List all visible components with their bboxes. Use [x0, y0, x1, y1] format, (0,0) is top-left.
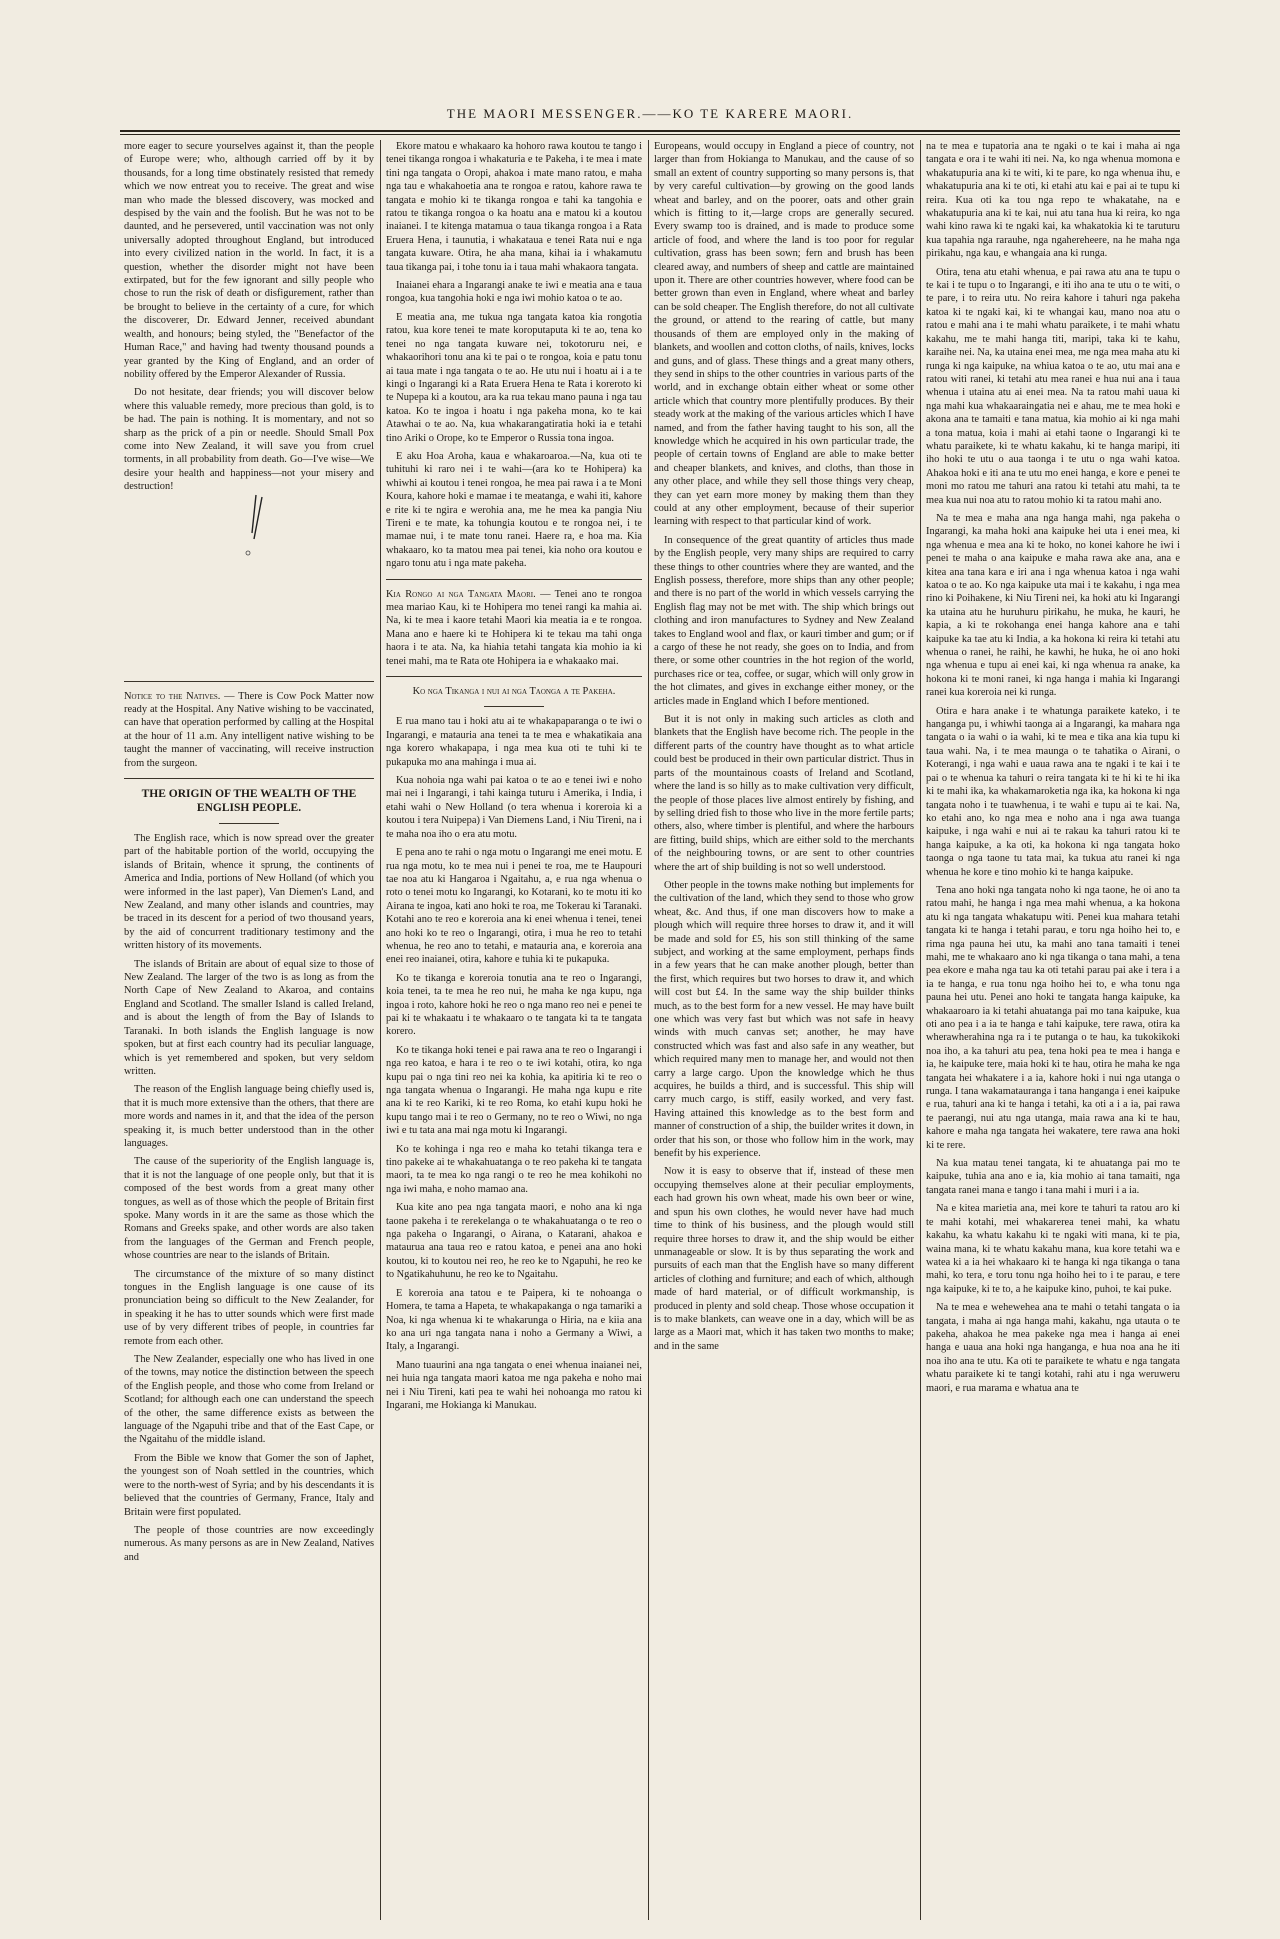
handwritten-mark [234, 493, 274, 557]
col1-paragraph-2: Do not hesitate, dear friends; you will discover below where this valuable remedy, more precious than gold, is to be had. The pain is nothing. It is momentary, and not so sharp as the prick of a pin or needle. Should Small Pox come into New Zealand, it will save you from cruel torments, in all probability from death. Go—I've wise—We desire your health and happiness—not your misery and destruction! [124, 387, 374, 493]
col1-paragraph-4: The islands of Britain are about of equal size to those of New Zealand. The larger of the two is as long as from the North Cape of New Zealand to Akaroa, and contains England and Scotland. The smaller Island is called Ireland, and is about the length of from the Bay of Islands to Taranaki. In both islands the English language is now spoken, but at first each country had its peculiar language, which is yet remembered and spoken, but very seldom written. [124, 958, 374, 1077]
col1-paragraph-10: The people of those countries are now exceedingly numerous. As many persons as are in New Zealand, Natives and [124, 1524, 374, 1563]
col4-paragraph-2: Otira, tena atu etahi whenua, e pai rawa atu ana te tupu o te kai i te tupu o to Ingarangi, e iti iho ana te utu o te witi, o te pare, i to reira utu. No reira kahore i tahuri nga pakeha katoa ki te ngaki kai, ki te whangai kau, mano noa atu o ratou e mahi ana i te mahi whatu paraikete, i te mahi whatu kakahu, me te mahi hanga titi, maripi, taka ki te kahu, karaihe nei. Na, ka utaina enei mea, me nga mea maha atu ki runga ki nga kaipuke, na whiua katoa o te ao, utu mai ana e ratou witi ranei, ki tetahi atu mea ranei e hua nui ana i taua whenua i utaina atu ai enei mea. Na ta ratou mahi uaua ki nga mahi kua whakaaraingatia nei e ahau, me te mea hoki e akona ana te tamaiti e tana matua, kia mohio ai ki nga mahi a tona matua, koia i mahi ai etahi taone o Ingarangi ki te whatu paraikete, ki te whatu kakahu, ki te hanga maripi, iti iho hoki te utu o aua taonga i te utu o nga wahi katoa. Ahakoa hoki e iti ana te utu mo enei hanga, e kore e penei te moni mo ratou me tahuri ana ratou ki tetahi atu mahi, ta te mea kua nui noa atu to ratou mohio ki ta ratou mahi ano. [926, 266, 1180, 506]
col4-paragraph-6: Na kua matau tenei tangata, ki te ahuatanga pai mo te kaipuke, tuhia ana ano e ia, kia mohio ai tana tamaiti, nga tangata ranei mana e tango i tana mahi i muri i a ia. [926, 1158, 1180, 1196]
column-rule-1 [380, 140, 381, 1920]
column-4 [926, 140, 1180, 1920]
col3-paragraph-2: In consequence of the great quantity of articles thus made by the English people, very many ships are required to carry these things to other countries where they are wanted, and the English possess, therefore, more ships than any other people; and there is no part of the world in which vessels carrying the English flag may not be met with. The ship which brings out clothing and iron manufactures to Sydney and New Zealand takes to England wool and flax, or kauri timber and gum; or if a cargo of these he not ready, she goes on to India, and from there, or some other countries in the hot region of the world, purchases rice or tea, coffee, or sugar, which will only grow in the hot climates, and gives in exchange either money, or the articles made in England which I before mentioned. [654, 534, 914, 707]
col2-paragraph-11: Kua kite ano pea nga tangata maori, e noho ana ki nga taone pakeha i te rerekelanga o te whakahuatanga o te reo o nga pakeha o Ingarangi, o Airana, o Katarani, ahakoa e mataurua ana taua reo e ratou katoa, e penei ana ano hoki koutou, ki to koutou nei reo, he reo ke to Ngapuhi, he reo ke to Ngatikahuhunu, he reo ke to Ngaitahu. [386, 1202, 642, 1281]
col2-paragraph-3: E meatia ana, me tukua nga tangata katoa kia rongotia ratou, kua kore tenei te mate koroputaputa ki te ao, tena ko tenei no nga tangata kuware nei, tokotoruru nei, e whakaorihori tonu ana ki te pai o te rongoa, koia e patu tonu ai taua mate i nga tangata o te ao. He utu nui i hoatu ai i a te kingi o Ingarangi ki a Rata Eruera Hena te Rata i koreroto ki te Nupepa ki a koutou, ara ka rua tekau mano pauna i nga tau katoa. Ko te ingoa i hoatu i nga pakeha mona, ko te kai Atawhai o te ao. Na, kua whakarangatiratia hoki ia e tetahi tino Ariki o Orope, ko te Emperor o Russia tona ingoa. [386, 311, 642, 444]
rule [386, 676, 642, 677]
rule [124, 778, 374, 779]
notice-text: There is Cow Pock Matter now ready at the Hospital. Any Native wishing to be vaccinated, can have that operation performed by calling at the Hospital at the hour of 11 a.m. Any intelligent native wishing to be taught the manner of vaccinating, will receive instruction from the surgeon. [124, 690, 374, 769]
notice-text-maori: Tenei ano te rongoa mea mariao Kau, ki te Hohipera mo tenei rangi ka mahia ai. Na, ki te mea i kaore tetahi Maori kia meatia ia e te rongoa. Mana ano e haere ki te Hohipera ki te tekau ma tahi onga haora i te ata. Na, ka hiahia tetahi tangata kia mohio ia ki tenei mahi, ma te Rata ote Hohipera ia e whakaako mai. [386, 588, 642, 667]
col1-paragraph-3: The English race, which is now spread over the greater part of the habitable portion of the world, occupying the islands of Britain, whence it sprung, the continents of America and India, portions of New Holland (of which you were informed in the last paper), Van Diemen's Land, and New Zealand, and many other islands and countries, may be traced in its descent for a period of two thousand years, by the aid of concurrent traditionary testimony and the written history of its movements. [124, 833, 374, 952]
notice-label-maori: Kia Rongo ai nga Tangata Maori. [386, 588, 536, 600]
masthead-rule [120, 134, 1180, 135]
column-3 [654, 140, 914, 1920]
col3-paragraph-3: But it is not only in making such articles as cloth and blankets that the English have become rich. The people in the different parts of the country have thought as to what article could best be produced in their own particular district. Thus in parts of the mountainous coasts of Ireland and Scotland, where the land is so hilly as to make cultivation very difficult, the people of those places live almost entirely by fishing, and by selling dried fish to those who live in the more fertile parts; others, also, where timber is plentiful, and where the harbours are fitting, build ships, which are either sold to the merchants of the neighbouring towns, or are sent to other countries where the art of ship building is not so well understood. [654, 714, 914, 873]
rule [124, 681, 374, 682]
col3-paragraph-4: Other people in the towns make nothing but implements for the cultivation of the land, which they send to those who grow wheat, &c. And thus, if one man discovers how to make a plough which will require three horses to draw it, and it will be made and sold for £5, his son still thinking of the same subject, and working at the same employment, perhaps finds in a few years that he can make another plough, better than the first, which requires but two horses to draw it, and which will cost but £4. In the same way the ship builder thinks much, as to the best form for a new vessel. He may have built one which was very fast but which was not safe in heavy winds with much canvas set; another, he may have constructed which was fast and also safe in any weather, but which required many men to manage her, and would not then carry a large cargo. Upon the knowledge which he thus acquires, he builds a third, and is successful. This ship will carry much cargo, is stiff, easily worked, and very fast. Having attained this knowledge as to the best form and manner of construction of a ship, the builder writes it down, in order that his son, or those who follow him in the work, may benefit by his experience. [654, 879, 914, 1160]
column-2: Ekore matou e whakaaro ka hohoro rawa koutou te tango i tenei tikanga rongoa i whakaturia e te Pakeha, i te mea i mate tini nga tangata o Oropi, ahakoa i mate mano ratou, e maha nga tau e whakahoetia ana te rongoa e ratou, kahore rawa te tangata e mohio ki te tikanga rongoa e tahi ka tangohia e ratou te tikanga rongoa o ka hoatu ana e matou ki a koutou inaianei. I te kitenga matamua o taua tikanga rongoa i a Rata Eruera Hena, i taunutia, i whakataua e tenei Rata nui e nga tangata kuware. Otira, he aha mana, kihai ia i whakamutu taua tikanga pai, i tohe tonu ia i taua mahi whakaora tangata. Inaianei ehara a Ingarangi anake te iwi e meatia ana e taua rongoa, kua tangohia hoki e nga iwi mohio katoa o te ao. E meatia ana, me tukua nga tangata katoa kia rongotia ratou, kua kore tenei te mate koroputaputa ki te ao, tena ko tenei no nga tangata kuware nei, tokotoruru nei, e whakaorihori tonu ana ki te pai o te rongoa, koia e patu tonu ai taua mate i nga tangata o te ao. He utu nui i hoatu ai i a te kingi o Ingarangi ki a Rata Eruera Hena te Rata i koreroto ki te Nupepa ki a koutou, ara ka rua tekau mano pauna i nga tau katoa. Ko te ingoa i hoatu i nga pakeha mona, ko te kai Atawhai o te ao. Na, kua whakarangatiratia hoki ia e tetahi tino Ariki o Orope, ko te Emperor o Russia tona ingoa. E aku Hoa Aroha, kaua e whakaroaroa.—Na, kua oti te tuhituhi ki raro nei i te wahi—(ara ko te Hohipera) ka whiwhi ai koutou i tenei rongoa, he mea pai rawa i a te Moni Koura, kahore hoki e mamae i te meatanga, e wahi iti, kahore e rite ki te ngira e werohia ana, me he mea ka pangia Niu Tireni e te mate, ka tohungia koutou e te rongoa nei, i te mamae nui, i te mate tonu ranei. Haere ra, e hoa ma. Kia whakaaro, ko ta matou mea pai tenei, kia noho ora koutou e ngaro tonu atu i nga mate pakeha. Kia Rongo ai nga Tangata Maori. — Tenei ano te rongoa mea mariao Kau, ki te Hohipera mo tenei rangi ka mahia ai. Na, ki te mea i kaore tetahi Maori kia meatia ia e te rongoa. Mana ano e haere ki te Hohipera ki te tekau ma tahi onga haora i te ata. Na, ka hiahia tetahi tangata kia mohio ia ki tenei mahi, ma te Rata ote Hohipera ia e whakaako mai. Ko nga Tikanga i nui ai nga Taonga a te Pakeha. E rua mano tau i hoki atu ai te whakapaparanga o te iwi o Ingarangi, e matauria ana tenei ta te mea e whakatikaia ana nga korero whakapapa, i nga mea kua oti te tuhi ki te pukapuka mo ana mahinga i mua ai. Kua nohoia nga wahi pai katoa o te ao e tenei iwi e noho mai nei i Ingarangi, i tahi kainga tuturu i Amerika, i India, i etahi wahi o New Holland (o tera whenua i koreroia ki a koutou i tera Nuipepa) i Van Diemens Land, i Niu Tireni, na i te maha noa iho o era atu motu. E pena ano te rahi o nga motu o Ingarangi me enei motu. E rua nga motu, ko te mea nui i penei te roa, me te Haupouri tae noa atu ki Hangaroa i Ngaitahu, a, e rua nga whenua o roto o tenei motu ko Ingarangi, ko Kotarani, ko te motu iti ko Airana te ingoa, kati ano hoki te roa, me Tokerau ki Taranaki. Kotahi ano te reo e koreroia ana ki enei whenua i tenei, tenei ano hoki ko te reo o Ingarangi, otira, i mua he reo to tetahi whenua, he reo ano to tetahi, e matauria ana, e koreroia ana enei reo inaianei, otira, kahore e tuhia ki te pukapuka. Ko te tikanga e koreroia tonutia ana te reo o Ingarangi, koia tenei, ta te mea he reo nui, he maha ke nga kupu, nga ingoa i roto, kahore hoki he reo o nga mano reo nei e penei te pai ki te whakaatu i te whakaaro o te tangata ki ta te tangata korero. Ko te tikanga hoki tenei e pai rawa ana te reo o Ingarangi i nga reo katoa, e hara i te reo o te iwi kotahi, otira, ko nga kupu pai o nga tini reo nei ka kohia, ka apitiria ki te reo o nga tangata whenua o Ingarangi. He maha nga kupu e rite ana ki te reo Kariki, ki te reo Roma, ko etahi kupu hoki he kupu tango mai i te reo o Germany, no te reo o Wiwi, no nga iwi e tu tata ana mai nga motu ki Ingarangi. Ko te kohinga i nga reo e maha ko tetahi tikanga tera e tino pakeke ai te whakahuatanga o te reo pakeha ki te tangata maori, ta te mea ko nga rangi o te reo he mea kohikohi no nga iwi maha, e noho mamao ana. Kua kite ano pea nga tangata maori, e noho ana ki nga taone pakeha i te rerekelanga o te whakahuatanga o te reo o nga pakeha o Ingarangi, o Airana, o Katarani, ahakoa e mataurua ana taua reo e ratou katoa, e penei ana ano hoki koutou, ki to koutou nei reo, he reo ke to Ngapuhi, he reo ke to Ngatikahuhunu, he reo ke to Ngaitahu. E koreroia ana tatou e te Paipera, ki te nohoanga o Homera, te tama a Hapeta, te whakapakanga o nga tamariki a Noa, ki nga whenua ki te whakarunga o Hiria, na e kiia ana ko ana uri nga tangata nana i noho a Germany a Wiwi, a Italy, a Ingarangi. Mano tuaurini ana nga tangata o enei whenua inaianei nei, nei huia nga tangata maori katoa me nga pakeha e noho mai nei i Niu Tireni, kati pea te wahi hei nohoanga mo ratou ki Ingarani, me Hokianga ki Manukau. [386, 141, 642, 1411]
col2-paragraph-7: E pena ano te rahi o nga motu o Ingarangi me enei motu. E rua nga motu, ko te mea nui i penei te roa, me te Haupouri tae noa atu ki Hangaroa i Ngaitahu, a, e rua nga whenua o roto o tenei motu ko Ingarangi, ko Kotarani, ko te motu iti ko Airana te ingoa, kati ano hoki te roa, me Tokerau ki Taranaki. Kotahi ano te reo e koreroia ana ki enei whenua i tenei, tenei ano hoki ko te reo o Ingarangi, otira, i mua he reo to tetahi whenua, he reo ano to tetahi, e matauria ana, e koreroia ana enei reo inaianei, otira, kahore e tuhia ki te pukapuka. [386, 847, 642, 966]
col1-paragraph-6: The cause of the superiority of the English language is, that it is not the language of one people only, but that it is composed of the best words from a great many other tongues, as well as of those which the people of Britain first spoke. Many words in it are the same as those which the Romans and Greeks spake, and other words are also taken from the languages of the German and French people, whose countries are near to the islands of Britain. [124, 1156, 374, 1262]
column-rule-2 [648, 140, 649, 1920]
col4-paragraph-8: Na te mea e wehewehea ana te mahi o tetahi tangata o ia tangata, i maha ai nga hanga mahi, kakahu, nga utauta o te pakeha, ahakoa he mea pakeke nga mea i hanga ai enei hanga e uaua ana hoki nga hanganga, e hua noa ana he iti noa iho ana te utu. Ka oti te paraikete te whatu e nga tangata whatu paraikete ki te tangi kotahi, rahi atu i nga weruweru maori, e rua marama e whatua ana te [926, 1302, 1180, 1394]
masthead-title: THE MAORI MESSENGER.——KO TE KARERE MAORI. [120, 102, 1180, 132]
col2-paragraph-10: Ko te kohinga i nga reo e maha ko tetahi tikanga tera e tino pakeke ai te whakahuatanga o te reo pakeha ki te tangata maori, ta te mea ko nga rangi o te reo he mea kohikohi no nga iwi maha, e noho mamao ana. [386, 1143, 642, 1195]
col1-paragraph-9: From the Bible we know that Gomer the son of Japhet, the youngest son of Noah settled in the countries, which were to the north-west of Syria; and by his descendants it is believed that the countries of Germany, France, Italy and Britain were first populated. [124, 1452, 374, 1518]
col1-paragraph-8: The New Zealander, especially one who has lived in one of the towns, may notice the distinction between the speech of the English people, and those who come from Ireland or Scotland; for although each one can understand the speech of the other, the same difference exists as between the language of the Ngapuhi tribe and that of the East Cape, or the Ngaitahu of the middle island. [124, 1354, 374, 1446]
column-1: more eager to secure yourselves against it, than the people of Europe were; who, although carried off by it by thousands, for a long time obstinately resisted that remedy which we now entreat you to receive. The great and wise man who made the blessed discovery, was mocked and despised by the vain and the foolish. But he was not to be daunted, and he persevered, until vaccination was not only universally adopted throughout England, but introduced into every civilized nation in the world. In fact, it is a question, whether the disorder might not have been extirpated, but for the few ignorant and silly people who chose to run the risk of death or disfigurement, rather than be brought to believe in the certainty of a cure, for which the discoverer, Dr. Edward Jenner, received abundant wealth, and honours; being styled, the "Benefactor of the Human Race," and having had twenty thousand pounds a year granted by the King of England, and an order of nobility offered by the Emperor Alexander of Russia. Do not hesitate, dear friends; you will discover below where this valuable remedy, more precious than gold, is to be had. The pain is nothing. It is momentary, and not so sharp as the prick of a pin or needle. Should Small Pox come into New Zealand, it will save you from cruel torments, in all probability from death. Go—I've wise—We desire your health and happiness—not your misery and destruction! Notice to the Natives. — There is Cow Pock Matter now ready at the Hospital. Any Native wishing to be vaccinated, can have that operation performed by calling at the Hospital at the hour of 11 a.m. Any intelligent native wishing to be taught the manner of vaccinating, will receive instruction from the surgeon. THE ORIGIN OF THE WEALTH OF THE ENGLISH PEOPLE. The English race, which is now spread over the greater part of the habitable portion of the world, occupying the islands of Britain, whence it sprung, the continents of America and India, portions of New Holland (of which you were informed in the last paper), Van Diemen's Land, and New Zealand, and many other islands and countries, may be traced in its descent for a period of two thousand years, by the aid of concurrent traditionary testimony and the written history of its movements. The islands of Britain are about of equal size to those of New Zealand. The larger of the two is as long as from the North Cape of New Zealand to Akaroa, and contains England and Scotland. The smaller Island is called Ireland, and is about the length of from the Bay of Islands to Taranaki. In both islands the English language is now spoken, but at first each country had its peculiar language, which is yet remembered and spoken, but very seldom written. The reason of the English language being chiefly used is, that it is much more extensive than the others, that there are more words and names in it, and that the idea of the person speaking it, is much better understood than in the other languages. The cause of the superiority of the English language is, that it is not the language of one people only, but that it is composed of the best words from a great many other tongues, as well as of those which the people of Britain first spoke. Many words in it are the same as those which the Romans and Greeks spake, and other words are also taken from the languages of the German and French people, whose countries are near to the islands of Britain. The circumstance of the mixture of so many distinct tongues in the English language is one cause of its pronunciation being so difficult to the New Zealander, for in speaking it he has to utter sounds which were first made use of by very different tribes of people, in countries far remote from each other. The New Zealander, especially one who has lived in one of the towns, may notice the distinction between the speech of the English people, and those who come from Ireland or Scotland; for although each one can understand the speech of the other, the same difference exists as between the language of the Ngapuhi tribe and that of the East Cape, or the Ngaitahu of the middle island. From the Bible we know that Gomer the son of Japhet, the youngest son of Noah settled in the countries, which were to the north-west of Syria; and by his descendants it is believed that the countries of Germany, France, Italy and Britain were first populated. The people of those countries are now exceedingly numerous. As many persons as are in New Zealand, Natives and [124, 141, 374, 1563]
col3-paragraph-1: Europeans, would occupy in England a piece of country, not larger than from Hokianga to Manukau, and the cause of so small an extent of country supporting so many persons is, that by very careful cultivation—by growing on the good lands wheat and barley, and on the poorer, oats and other grain which is fitting to it,—large crops are generally secured. Every swamp too is drained, and is made to produce some article of food, and where the land is too poor for regular cultivation, grass has been sown; fern and brush has been cleared away, and numbers of sheep and cattle are maintained upon it. There are other countries however, where food can be better grown than even in England, where wheat and barley can be sold cheaper. The English therefore, do not all cultivate the ground, or attend to the rearing of cattle, but many thousands of them are employed only in the making of blankets, and woollen and cotton cloths, of nails, knives, locks and guns, and of glass. These things and a great many others, they send in ships to the other countries in various parts of the world, and in exchange obtain either wheat or some other article which that country more plentifully produces. By their steady work at the making of the various articles which I have named, and from the father having taught to his son, all the knowledge which he acquired in his own particular trade, the people of certain towns of England are able to make better and cheaper blankets, and knives, and cloths, than those in any other place, and while they sell those things very cheap, they can yet earn more money by making them than they could at any other employment, because of their superior learning with respect to that particular kind of work. [654, 141, 914, 528]
col3-paragraph-5: Now it is easy to observe that if, instead of these men occupying themselves alone at their peculiar employments, each had grown his own wheat, made his own beer or wine, and spun his own clothes, he would never have had much time to think of his business, and the plough would still require three horses to draw it, and the ship would be either unmanageable or slow. It is by thus separating the work and pursuits of each man that the English have so many different articles of clothing and furniture; and each of which, although made of hard material, or of difficult workmanship, is produced in plenty and sold cheap. Those whose occupation it is to make blankets, can weave one in a day, which will be as large as a Maori mat, which it has taken two months to make; and in the same [654, 1166, 914, 1352]
col2-paragraph-2: Inaianei ehara a Ingarangi anake te iwi e meatia ana e taua rongoa, kua tangohia hoki e nga iwi mohio katoa o te ao. [386, 280, 642, 305]
column-gap [124, 563, 374, 673]
col2-paragraph-12: E koreroia ana tatou e te Paipera, ki te nohoanga o Homera, te tama a Hapeta, te whakapakanga o nga tamariki a Noa, ki nga whenua ki te whakarunga o Hiria, na e kiia ana ko ana uri nga tangata nana i noho a Germany a Wiwi, a Italy, a Ingarangi. [386, 1287, 642, 1353]
col1-paragraph-7: The circumstance of the mixture of so many distinct tongues in the English language is one cause of its pronunciation being so difficult to the New Zealander, for in speaking it he has to utter sounds which were first made use of by very different tribes of people, in countries far remote from each other. [124, 1268, 374, 1347]
rule [484, 706, 544, 707]
col4-paragraph-1: na te mea e tupatoria ana te ngaki o te kai i maha ai nga tangata e ora i te wahi iti nei. Na, ko nga whenua momona e whakatupuria ana ki te witi, ki te pare, ko nga whenua ihu, e whakatupuria ana ki te oti, ki etahi atu kai e pai ai te tupu ki reira. Kua oti ka tou nga repo te whakatahe, na e whakatupuria ana ki te kai, nui atu tana hua ki reira, ko nga wahi kino rawa ki te ngaki kai, ka whakatokia ki te taruturu kua tapahia nga rarauhe, nga ngahereheere, na he maha nga pirikahu, nga kau, e whangaia ana ki runga. [926, 141, 1180, 260]
rule [219, 823, 279, 824]
article-heading-english: THE ORIGIN OF THE WEALTH OF THE ENGLISH PEOPLE. [141, 788, 357, 814]
col1-paragraph-1: more eager to secure yourselves against it, than the people of Europe were; who, although carried off by it by thousands, for a long time obstinately resisted that remedy which we now entreat you to receive. The great and wise man who made the blessed discovery, was mocked and despised by the vain and the foolish. But he was not to be daunted, and he persevered, until vaccination was not only universally adopted throughout England, but introduced into every civilized nation in the world. In fact, it is a question, whether the disorder might not have been extirpated, but for the few ignorant and silly people who chose to run the risk of death or disfigurement, rather than be brought to believe in the certainty of a cure, for which the discoverer, Dr. Edward Jenner, received abundant wealth, and honours; being styled, the "Benefactor of the Human Race," and having had twenty thousand pounds a year granted by the King of England, and an order of nobility offered by the Emperor Alexander of Russia. [124, 141, 374, 380]
col2-paragraph-6: Kua nohoia nga wahi pai katoa o te ao e tenei iwi e noho mai nei i Ingarangi, i tahi kainga tuturu i Amerika, i India, i etahi wahi o New Holland (o tera whenua i koreroia ki a koutou i tera Nuipepa) i Van Diemens Land, i Niu Tireni, na i te maha noa iho o era atu motu. [386, 775, 642, 840]
col2-paragraph-8: Ko te tikanga e koreroia tonutia ana te reo o Ingarangi, koia tenei, ta te mea he reo nui, he maha ke nga kupu, nga ingoa i roto, kahore hoki he reo o nga mano reo nei e penei te pai ki te whakaatu i te whakaaro o te tangata ki ta te tangata korero. [386, 972, 642, 1038]
col2-paragraph-9: Ko te tikanga hoki tenei e pai rawa ana te reo o Ingarangi i nga reo katoa, e hara i te reo o te iwi kotahi, otira, ko nga kupu pai o nga tini reo nei ka kohia, ka apitiria ki te reo o nga tangata whenua o Ingarangi. He maha nga kupu e rite ana ki te reo Kariki, ki te reo Roma, ko etahi kupu hoki he kupu tango mai i te reo o Germany, no te reo o Wiwi, no nga iwi e tu tata ana mai nga motu ki Ingarangi. [386, 1044, 642, 1137]
col4-paragraph-4: Otira e hara anake i te whatunga paraikete kateko, i te hanganga pu, i whiwhi taonga ai a Ingarangi, ka mahara nga tangata o ia wahi o ia wahi, ki te mea e tika ana kia tupu ki taua wahi. Na, i te mea maunga o te tahatika o Airani, o Koterangi, i nga wahi e uaua rawa ana te ngaki i te kai i te pai o te whenua ka tahuri o reira tangata ki te hi ki te hi ika ki te mahi ika, ka whakamaroketia nga ika, ka hokona ki nga tangata noho i te tuawhenua, i te wahi e tupu ai te kai. Na, ko etahi ano, ko nga mea e noho ana i nga awa tuanga kaipuke, i nga wahi e nui ai te rakau ka tahuri ratou ki te hanga kaipuke, a ka oti, ka hokona ki nga tangata hoko taonga o nga taone tu tata mai, ka tukua atu ranei ki nga whenua he kore e tino mohio ki te hanga kaipuke. [926, 705, 1180, 878]
rule [386, 579, 642, 580]
notice-label: Notice to the Natives. [124, 690, 221, 702]
col4-paragraph-3: Na te mea e maha ana nga hanga mahi, nga pakeha o Ingarangi, ka maha hoki ana kaipuke hei uta i enei mea, ki nga whenua e mea ana ki te hoko, no konei kahore he iwi i penei te maha o ana kaipuke e maha rawa ake ana, ana e kitea ana tana kara e iri ana i nga whenua katoa i nga wahi katoa o te ao. Ko nga kaipuke uta mai i te kakahu, i nga mea rino ki Poihakene, ki Niu Tireni nei, ka hoki atu ki Ingarangi ka utaina atu he huruhuru pirikahu, he muka, he kauri, he kapia, a ki te rokohanga enei hanga kahore ana e tahi kaipuke ka tae atu ki India, a ka hokona ki reira ki tetahi atu whenua o ranei, he raihi, he kawhi, he huka, he oi ano hoki nga whenua e tupu ai enei kai, ki nga whenua ra anake, ka hokona ki te moni ranei, ki nga hanga i mahia ki Ingarangi ranei kua koreroia nei ki runga. [926, 512, 1180, 699]
col2-paragraph-5: E rua mano tau i hoki atu ai te whakapaparanga o te iwi o Ingarangi, e matauria ana tenei ta te mea e whakatikaia ana nga korero whakapapa, i nga mea kua oti te tuhi ki te pukapuka mo ana mahinga i mua ai. [386, 716, 642, 768]
col4-paragraph-5: Tena ano hoki nga tangata noho ki nga taone, he oi ano ta ratou mahi, he hanga i nga mea mahi whenua, a ka hokona atu ki nga tangata whakatupu witi. Penei kua mahara tetahi tangata ki te hanga i tetahi parau, e toru nga hoiho hei to, e rima nga pauna hei utu, ka mahi ano tana tamaiti i tenei mahi, me te whakaaro ano ki nga tikanga o tana mahi, a tena pea ekore e maha nga tau ka oti tetahi parau pai ake i tera i a ia te hanga, e rua tonu nga hoiho hei to, e wha tonu nga pauna hei utu. Penei ano hoki te tangata hanga kaipuke, ka whakaaroaro ia ki tetahi ahuatanga pai mo tana kaipuke, kua oti ano pea i a ia te hanga e tahi kaipuke, tere rawa, otira ka wherawherahina nga ra i te putanga o te hau, ka tukokikoki noa iho, a ka tahuri atu pea, tena hoki pea te mea i hanga e ia, he kaipuke tere, maia hoki ki te hau, otira he maha ke nga tangata hei whakatere i a ia, kahore hoki i nui nga utanga o runga. I tana wakamatauranga i tana hanganga i enei kaipuke e rua, tahuri ana ki te hanga i tetahi, ka oti a i a ia, pai rawa te paerangi, nui atu nga utanga, maia rawa ana ki te hau, kahore e maha nga tangata hei wakatere, tere rawa ana hoki ki te rere. [926, 884, 1180, 1151]
article-heading-maori: Ko nga Tikanga i nui ai nga Taonga a te Pakeha. [412, 686, 616, 698]
col2-paragraph-13: Mano tuaurini ana nga tangata o enei whenua inaianei nei, nei huia nga tangata maori katoa me nga pakeha e noho mai nei i Niu Tireni, kati pea te wahi hei nohoanga mo ratou ki Ingarani, me Hokianga ki Manukau. [386, 1359, 642, 1411]
col2-paragraph-4: E aku Hoa Aroha, kaua e whakaroaroa.—Na, kua oti te tuhituhi ki raro nei i te wahi—(ara ko te Hohipera) ka whiwhi ai koutou i tenei rongoa, he mea pai rawa i a te Moni Koura, kahore hoki e mamae i te meatanga, e wahi iti, kahore e rite ki te ngira e werohia ana, me he mea ka pangia Niu Tireni e te mate, ka tohungia koutou e te rongoa nei, i te mamae nui, i te mate tonu ranei. Haere ra, e hoa ma. Kia whakaaro, ko ta matou mea pai tenei, kia noho ora koutou e ngaro tonu atu i nga mate pakeha. [386, 450, 642, 570]
col4-paragraph-7: Na e kitea marietia ana, mei kore te tahuri ta ratou aro ki te mahi kotahi, mei whakarerea tenei mahi, ka whatu kakahu, ka whatu kakahu ki te ngaki witi mana, ki te pia, waina mana, ki te whatu kakahu mana, kua kore tetahi wa e watea ki a ia hei whakaaro ki te hanga ki nga tikanga o tana mahi, ko tera, e toru tonu nga hoiho hei to i te parau, e tere nga kaipuke, ki te to, a he kaipuke kino, puhoi, te kai puke. [926, 1203, 1180, 1295]
column-rule-3 [920, 140, 921, 1920]
col2-paragraph-1: Ekore matou e whakaaro ka hohoro rawa koutou te tango i tenei tikanga rongoa i whakaturia e te Pakeha, i te mea i mate tini nga tangata o Oropi, ahakoa i mate mano ratou, e maha nga tau e whakahoetia ana te rongoa e ratou, kahore rawa te tangata e mohio ki te tikanga rongoa e tahi ka tangohia e ratou te tikanga rongoa o ka hoatu ana e matou ki a koutou inaianei. I te kitenga matamua o taua tikanga rongoa i a Rata Eruera Hena, i taunutia, i whakataua e tenei Rata nui e nga tangata kuware. Otira, he aha mana, kihai ia i whakamutu taua tikanga pai, i tohe tonu ia i taua mahi whakaora tangata. [386, 141, 642, 273]
col1-paragraph-5: The reason of the English language being chiefly used is, that it is much more extensive than the others, that there are more words and names in it, and that the idea of the person speaking it, is much better understood than in the other languages. [124, 1084, 374, 1149]
